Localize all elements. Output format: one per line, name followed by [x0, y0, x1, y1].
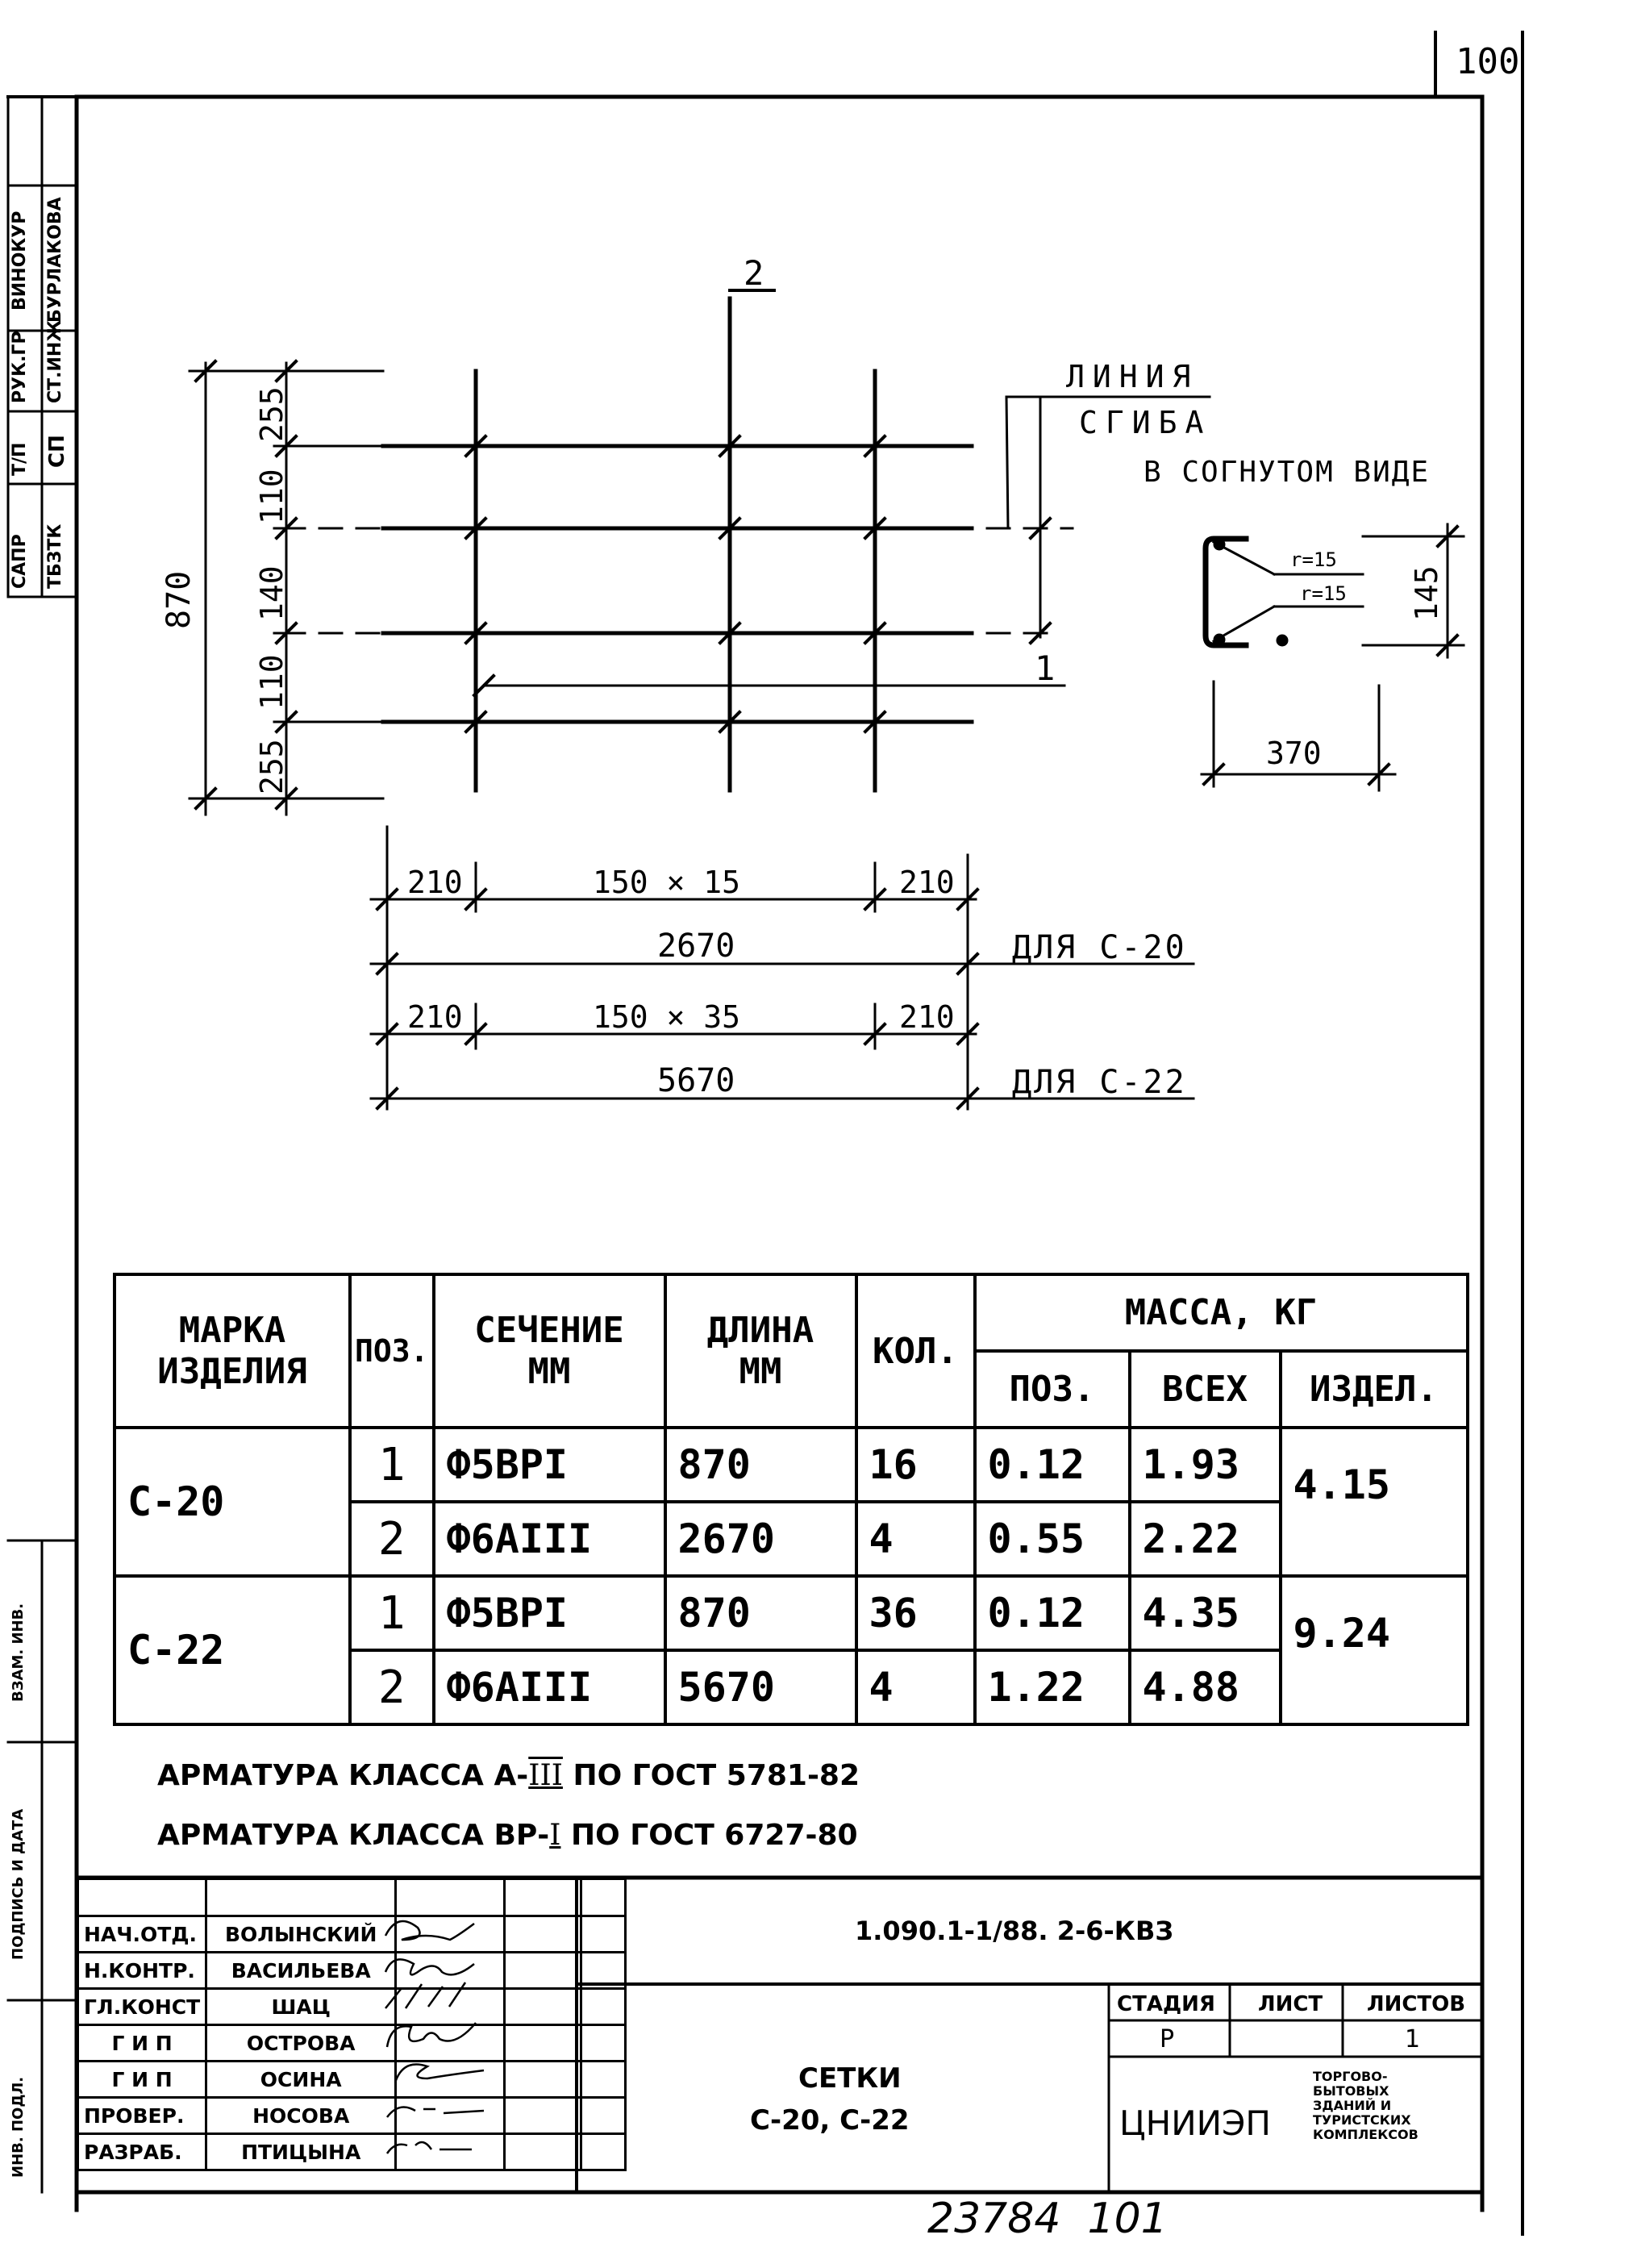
- sheet-label: ЛИСТ: [1258, 1992, 1323, 2016]
- dim-v-110-top: 110: [254, 469, 290, 524]
- name: ПТИЦЫНА: [206, 2134, 396, 2170]
- bar-mark: 1: [1035, 648, 1056, 688]
- cell-length: 2670: [665, 1502, 856, 1576]
- doc-code: 1.090.1-1/88. 2-6-КВЗ: [855, 1916, 1174, 1946]
- org-description: [1313, 2070, 1418, 2142]
- name: ОСИНА: [206, 2062, 396, 2098]
- cell-length: 870: [665, 1576, 856, 1650]
- cell-item-mass: 9.24: [1281, 1576, 1468, 1724]
- org-desc-line: ТУРИСТСКИХ: [1313, 2112, 1411, 2128]
- sheets-label: ЛИСТОВ: [1367, 1992, 1466, 2016]
- strip-role-1: РУК.ГР: [10, 331, 30, 403]
- footer-number: 23784 101: [927, 2195, 1168, 2243]
- cell-qty: 4: [856, 1650, 975, 1724]
- strip-lower-2: ПОДПИСЬ И ДАТА: [10, 1808, 27, 1960]
- name: ОСТРОВА: [206, 2025, 396, 2062]
- strip-lower-3: ИНВ. ПОДЛ.: [10, 2076, 27, 2178]
- bent-dim-width: 370: [1266, 736, 1322, 771]
- strip-role-4: СП: [45, 435, 69, 468]
- name: ШАЦ: [206, 1989, 396, 2025]
- strip-lower-1: ВЗАМ. ИНВ.: [10, 1603, 27, 1702]
- header-qty: КОЛ.: [856, 1274, 975, 1428]
- c22-dim-total: 5670: [657, 1062, 735, 1099]
- cell-qty: 36: [856, 1576, 975, 1650]
- header-mark: МАРКА ИЗДЕЛИЯ: [115, 1274, 350, 1428]
- strip-role-5: САПР: [10, 534, 30, 589]
- strip-name-2: БУРЛАКОВА: [45, 197, 65, 323]
- dim-v-140: 140: [254, 565, 290, 621]
- org-desc-line: ТОРГОВО-: [1313, 2069, 1388, 2084]
- org-desc-line: ЗДАНИЙ И: [1313, 2098, 1392, 2113]
- strip-role-2: СТ.ИНЖ: [45, 319, 65, 403]
- cell-section: Ф5ВРI: [434, 1576, 665, 1650]
- c22-dim-middle: 150 × 35: [593, 999, 741, 1035]
- role: ПРОВЕР.: [78, 2098, 206, 2134]
- c22-dim-right: 210: [899, 999, 955, 1035]
- cell-mass-all: 2.22: [1130, 1502, 1281, 1576]
- sheets-value: 1: [1405, 2025, 1421, 2053]
- bent-view-label: В СОГНУТОМ ВИДЕ: [1144, 456, 1431, 489]
- bent-dim-height: 145: [1409, 565, 1444, 621]
- cell-mass-pos: 0.55: [975, 1502, 1130, 1576]
- c20-dim-total: 2670: [657, 928, 735, 965]
- cell-mass-pos: 0.12: [975, 1576, 1130, 1650]
- role: НАЧ.ОТД.: [78, 1916, 206, 1953]
- cell-pos: 2: [350, 1650, 434, 1724]
- dim-v-255-bottom: 255: [254, 739, 290, 794]
- name: ВАСИЛЬЕВА: [206, 1953, 396, 1989]
- doc-title-2: С-20, С-22: [750, 2104, 910, 2137]
- cell-mass-all: 4.35: [1130, 1576, 1281, 1650]
- strip-name-1: ВИНОКУР: [10, 211, 30, 311]
- cell-item-mass: 4.15: [1281, 1428, 1468, 1576]
- header-length: ДЛИНА ММ: [665, 1274, 856, 1428]
- cell-mark: С-22: [115, 1576, 350, 1724]
- cell-section: Ф5ВРI: [434, 1428, 665, 1502]
- header-mass-pos: ПОЗ.: [975, 1351, 1130, 1428]
- cell-mark: С-20: [115, 1428, 350, 1576]
- note-1: АРМАТУРА КЛАССА А-III ПО ГОСТ 5781-82: [157, 1759, 860, 1792]
- doc-title-1: СЕТКИ: [798, 2062, 902, 2095]
- c20-dim-middle: 150 × 15: [593, 865, 741, 900]
- role: РАЗРАБ.: [78, 2134, 206, 2170]
- strip-role-6: ТБЗТК: [45, 523, 65, 589]
- dim-v-255-top: 255: [254, 386, 290, 442]
- note-2: АРМАТУРА КЛАССА ВР-I ПО ГОСТ 6727-80: [157, 1819, 858, 1852]
- cell-mass-pos: 1.22: [975, 1650, 1130, 1724]
- cell-pos: 1: [350, 1428, 434, 1502]
- cell-length: 870: [665, 1428, 856, 1502]
- c20-dim-right: 210: [899, 865, 955, 900]
- header-pos: ПОЗ.: [350, 1274, 434, 1428]
- bent-radius-2: r=15: [1300, 582, 1347, 605]
- strip-role-3: Т/П: [10, 442, 30, 476]
- name: ВОЛЫНСКИЙ: [206, 1916, 396, 1953]
- stage-value: Р: [1160, 2025, 1175, 2053]
- org-name: ЦНИИЭП: [1119, 2103, 1271, 2143]
- section-mark: 2: [744, 253, 764, 293]
- cell-mass-all: 4.88: [1130, 1650, 1281, 1724]
- dim-total-height: 870: [160, 570, 198, 629]
- cell-section: Ф6АIII: [434, 1650, 665, 1724]
- cell-mass-pos: 0.12: [975, 1428, 1130, 1502]
- cell-pos: 2: [350, 1502, 434, 1576]
- c22-label: ДЛЯ С-22: [1012, 1064, 1187, 1101]
- header-mass-all: ВСЕХ: [1130, 1351, 1281, 1428]
- cell-mass-all: 1.93: [1130, 1428, 1281, 1502]
- header-section: СЕЧЕНИЕ ММ: [434, 1274, 665, 1428]
- dim-v-110-bottom: 110: [254, 654, 290, 710]
- header-mass-item: ИЗДЕЛ.: [1281, 1351, 1468, 1428]
- cell-length: 5670: [665, 1650, 856, 1724]
- cell-qty: 4: [856, 1502, 975, 1576]
- role: ГЛ.КОНСТ: [78, 1989, 206, 2025]
- org-desc-line: БЫТОВЫХ: [1313, 2083, 1389, 2099]
- bent-radius-1: r=15: [1290, 548, 1337, 571]
- cell-section: Ф6АIII: [434, 1502, 665, 1576]
- cell-qty: 16: [856, 1428, 975, 1502]
- bend-line-label-2: СГИБА: [1079, 405, 1212, 440]
- cell-pos: 1: [350, 1576, 434, 1650]
- c20-label: ДЛЯ С-20: [1012, 929, 1187, 966]
- bend-line-label-1: ЛИНИЯ: [1066, 359, 1199, 394]
- c20-dim-left: 210: [407, 865, 463, 900]
- role: Г И П: [78, 2062, 206, 2098]
- org-desc-line: КОМПЛЕКСОВ: [1313, 2127, 1418, 2142]
- role: Н.КОНТР.: [78, 1953, 206, 1989]
- header-mass: МАССА, КГ: [975, 1274, 1468, 1351]
- stage-label: СТАДИЯ: [1117, 1992, 1215, 2016]
- role: Г И П: [78, 2025, 206, 2062]
- sheet-number: 100: [1456, 41, 1520, 82]
- name: НОСОВА: [206, 2098, 396, 2134]
- c22-dim-left: 210: [407, 999, 463, 1035]
